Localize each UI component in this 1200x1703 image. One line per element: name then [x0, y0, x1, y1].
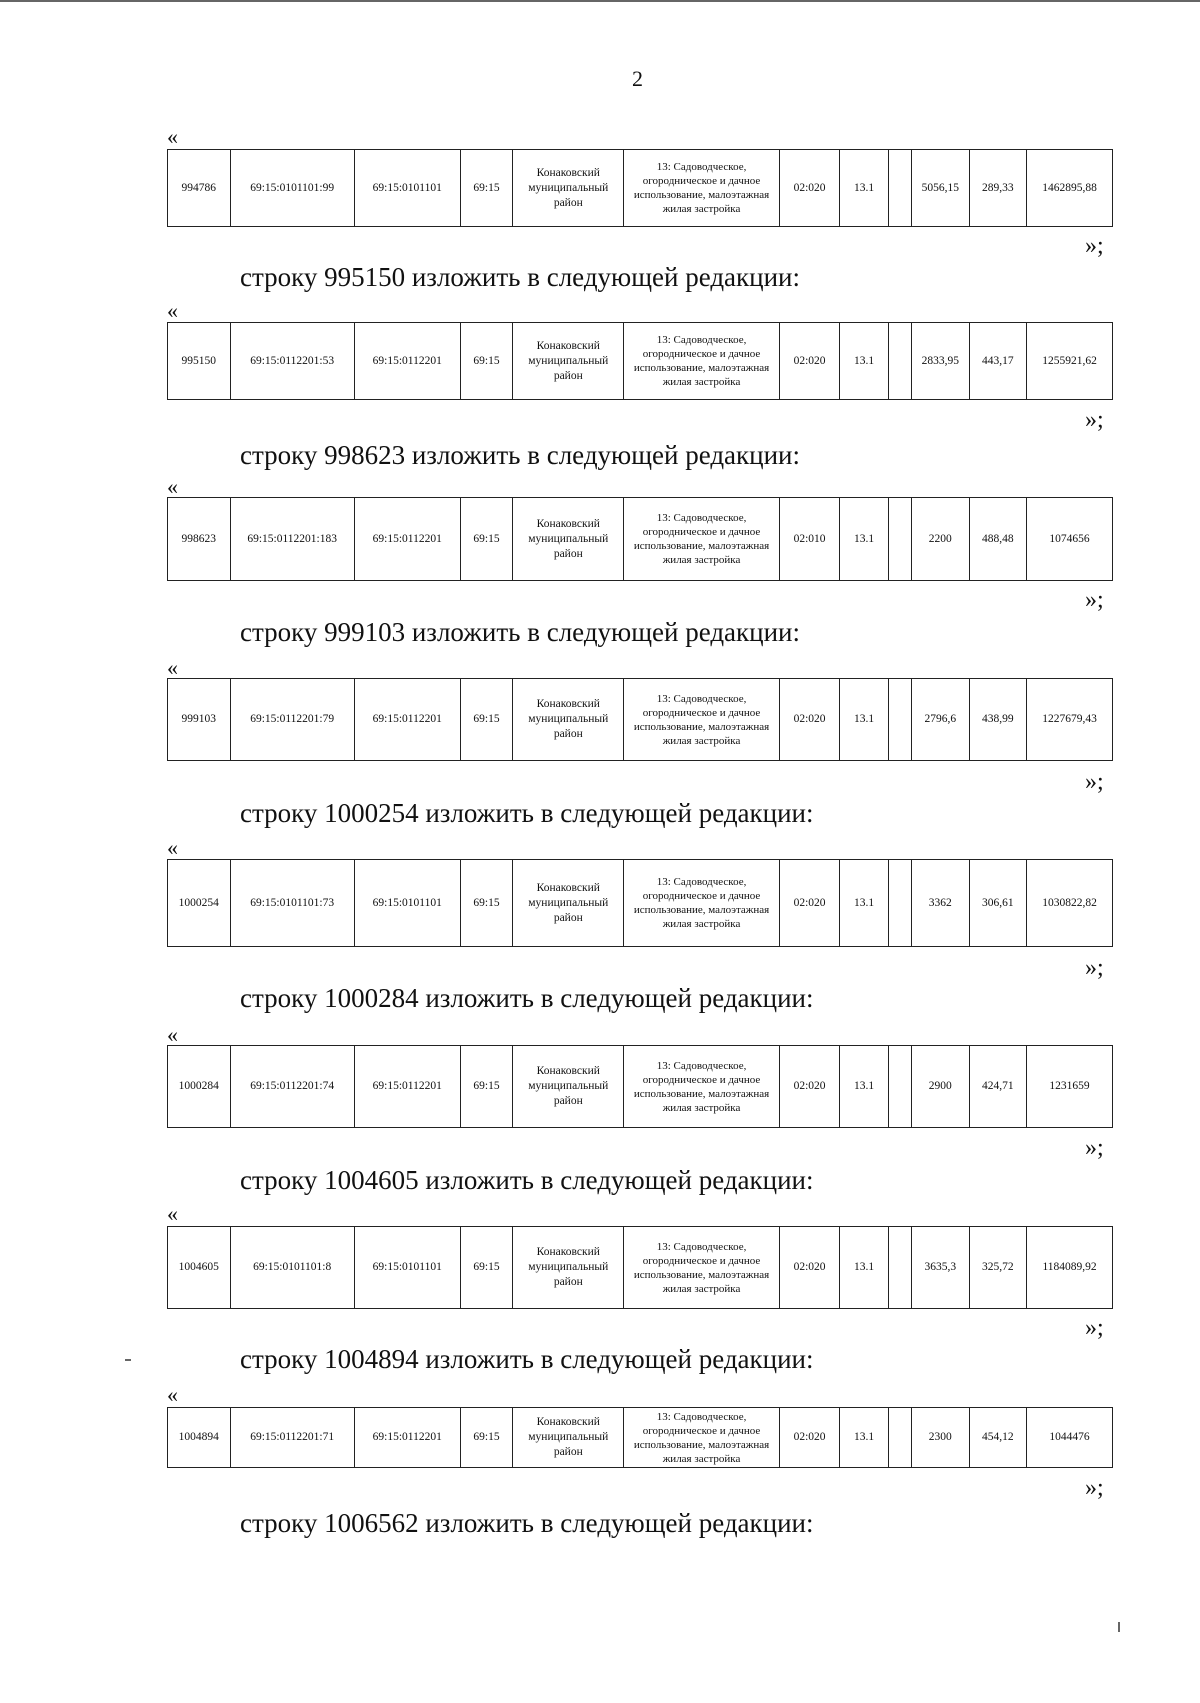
scan-artifact-right-mark: [1118, 1622, 1120, 1632]
table-row: [168, 679, 1113, 761]
specific-value-cell: 488,48: [969, 498, 1027, 581]
cadastral-value-cell: 1074656: [1027, 498, 1113, 581]
cadastral-value-cell: 1231659: [1027, 1046, 1113, 1128]
empty-cell: [888, 860, 911, 947]
row-id-cell: 1004894: [168, 1408, 231, 1468]
row-id-cell: 1000254: [168, 860, 231, 947]
empty-cell: [888, 1227, 911, 1309]
cadastral-quarter-cell: 69:15:0101101: [354, 860, 460, 947]
cadastral-number-cell: 69:15:0112201:183: [230, 498, 354, 581]
area-cell: 5056,15: [912, 150, 970, 227]
cadastral-row-table: [167, 1045, 1113, 1128]
specific-value-cell: 325,72: [969, 1227, 1027, 1309]
specific-value-cell: 438,99: [969, 679, 1027, 761]
area-cell: 3635,3: [912, 1227, 970, 1309]
closing-quote: »;: [1085, 233, 1104, 259]
cadastral-row-table: [167, 678, 1113, 761]
closing-quote: »;: [1085, 955, 1104, 981]
table-row: [168, 323, 1113, 400]
code-cell: 02:020: [779, 860, 840, 947]
final-instruction: строку 1006562 изложить в следующей редакции:: [240, 1508, 814, 1538]
cadastral-number-cell: 69:15:0112201:74: [230, 1046, 354, 1128]
empty-cell: [888, 498, 911, 581]
row-id-cell: 999103: [168, 679, 231, 761]
row-id-cell: 1004605: [168, 1227, 231, 1309]
empty-cell: [888, 1408, 911, 1468]
group-cell: 13.1: [840, 1046, 888, 1128]
area-cell: 2796,6: [912, 679, 970, 761]
district-code-cell: 69:15: [460, 1408, 513, 1468]
group-cell: 13.1: [840, 679, 888, 761]
amendment-instruction: строку 999103 изложить в следующей редакции:: [240, 617, 801, 647]
area-cell: 2200: [912, 498, 970, 581]
group-cell: 13.1: [840, 323, 888, 400]
land-use-cell: 13: Садоводческое, огородническое и дачное использование, малоэтажная жилая застройка: [624, 1046, 779, 1128]
closing-quote: »;: [1085, 407, 1104, 433]
district-code-cell: 69:15: [460, 679, 513, 761]
code-cell: 02:020: [779, 679, 840, 761]
area-cell: 3362: [912, 860, 970, 947]
group-cell: 13.1: [840, 1227, 888, 1309]
cadastral-row-table: [167, 1407, 1113, 1468]
specific-value-cell: 289,33: [969, 150, 1027, 227]
district-code-cell: 69:15: [460, 498, 513, 581]
cadastral-quarter-cell: 69:15:0112201: [354, 323, 460, 400]
district-name-cell: Конаковский муниципальный район: [513, 323, 624, 400]
row-id-cell: 998623: [168, 498, 231, 581]
cadastral-row-table: [167, 859, 1113, 947]
group-cell: 13.1: [840, 498, 888, 581]
empty-cell: [888, 150, 911, 227]
table-row: [168, 498, 1113, 581]
group-cell: 13.1: [840, 150, 888, 227]
code-cell: 02:020: [779, 1408, 840, 1468]
specific-value-cell: 424,71: [969, 1046, 1027, 1128]
cadastral-value-cell: 1227679,43: [1027, 679, 1113, 761]
amendment-instruction: строку 1000254 изложить в следующей редакции:: [240, 798, 814, 828]
cadastral-row-table: [167, 322, 1113, 400]
cadastral-value-cell: 1030822,82: [1027, 860, 1113, 947]
area-cell: 2900: [912, 1046, 970, 1128]
district-code-cell: 69:15: [460, 323, 513, 400]
district-code-cell: 69:15: [460, 860, 513, 947]
district-code-cell: 69:15: [460, 1046, 513, 1128]
opening-quote: «: [167, 1382, 178, 1407]
amendment-instruction: строку 1004894 изложить в следующей редакции:: [240, 1344, 814, 1374]
code-cell: 02:020: [779, 323, 840, 400]
cadastral-quarter-cell: 69:15:0101101: [354, 1227, 460, 1309]
group-cell: 13.1: [840, 860, 888, 947]
row-id-cell: 995150: [168, 323, 231, 400]
table-row: [168, 1408, 1113, 1468]
closing-quote: »;: [1085, 1315, 1104, 1341]
amendment-instruction: строку 998623 изложить в следующей редакции:: [240, 440, 801, 470]
table-row: [168, 1227, 1113, 1309]
cadastral-number-cell: 69:15:0101101:99: [230, 150, 354, 227]
table-row: [168, 1046, 1113, 1128]
district-code-cell: 69:15: [460, 150, 513, 227]
table-row: [168, 150, 1113, 227]
district-name-cell: Конаковский муниципальный район: [513, 498, 624, 581]
opening-quote: «: [167, 124, 178, 149]
scan-artifact-top-line: [0, 0, 1200, 2]
land-use-cell: 13: Садоводческое, огородническое и дачное использование, малоэтажная жилая застройка: [624, 860, 779, 947]
cadastral-value-cell: 1184089,92: [1027, 1227, 1113, 1309]
scan-artifact-left-mark: [125, 1359, 131, 1361]
empty-cell: [888, 323, 911, 400]
land-use-cell: 13: Садоводческое, огородническое и дачное использование, малоэтажная жилая застройка: [624, 498, 779, 581]
land-use-cell: 13: Садоводческое, огородническое и дачное использование, малоэтажная жилая застройка: [624, 150, 779, 227]
empty-cell: [888, 1046, 911, 1128]
code-cell: 02:020: [779, 150, 840, 227]
district-name-cell: Конаковский муниципальный район: [513, 679, 624, 761]
row-id-cell: 994786: [168, 150, 231, 227]
cadastral-value-cell: 1044476: [1027, 1408, 1113, 1468]
group-cell: 13.1: [840, 1408, 888, 1468]
row-id-cell: 1000284: [168, 1046, 231, 1128]
district-name-cell: Конаковский муниципальный район: [513, 1227, 624, 1309]
opening-quote: «: [167, 835, 178, 860]
code-cell: 02:020: [779, 1046, 840, 1128]
land-use-cell: 13: Садоводческое, огородническое и дачное использование, малоэтажная жилая застройка: [624, 679, 779, 761]
specific-value-cell: 306,61: [969, 860, 1027, 947]
cadastral-quarter-cell: 69:15:0112201: [354, 1408, 460, 1468]
opening-quote: «: [167, 474, 178, 499]
district-code-cell: 69:15: [460, 1227, 513, 1309]
opening-quote: «: [167, 655, 178, 680]
land-use-cell: 13: Садоводческое, огородническое и дачное использование, малоэтажная жилая застройка: [624, 323, 779, 400]
cadastral-value-cell: 1255921,62: [1027, 323, 1113, 400]
opening-quote: «: [167, 1201, 178, 1226]
amendment-instruction: строку 995150 изложить в следующей редакции:: [240, 262, 801, 292]
amendment-instruction: строку 1000284 изложить в следующей редакции:: [240, 983, 814, 1013]
amendment-instruction: строку 1004605 изложить в следующей редакции:: [240, 1165, 814, 1195]
opening-quote: «: [167, 298, 178, 323]
specific-value-cell: 443,17: [969, 323, 1027, 400]
cadastral-number-cell: 69:15:0112201:79: [230, 679, 354, 761]
closing-quote: »;: [1085, 769, 1104, 795]
closing-quote: »;: [1085, 1135, 1104, 1161]
closing-quote: »;: [1085, 587, 1104, 613]
land-use-cell: 13: Садоводческое, огородническое и дачное использование, малоэтажная жилая застройка: [624, 1227, 779, 1309]
area-cell: 2833,95: [912, 323, 970, 400]
code-cell: 02:020: [779, 1227, 840, 1309]
cadastral-row-table: [167, 1226, 1113, 1309]
cadastral-row-table: [167, 149, 1113, 227]
cadastral-number-cell: 69:15:0101101:73: [230, 860, 354, 947]
area-cell: 2300: [912, 1408, 970, 1468]
land-use-cell: 13: Садоводческое, огородническое и дачное использование, малоэтажная жилая застройка: [624, 1408, 779, 1468]
cadastral-value-cell: 1462895,88: [1027, 150, 1113, 227]
page-number: 2: [632, 66, 643, 91]
cadastral-number-cell: 69:15:0112201:71: [230, 1408, 354, 1468]
cadastral-row-table: [167, 497, 1113, 581]
district-name-cell: Конаковский муниципальный район: [513, 1408, 624, 1468]
cadastral-quarter-cell: 69:15:0112201: [354, 1046, 460, 1128]
code-cell: 02:010: [779, 498, 840, 581]
opening-quote: «: [167, 1022, 178, 1047]
cadastral-quarter-cell: 69:15:0112201: [354, 679, 460, 761]
district-name-cell: Конаковский муниципальный район: [513, 1046, 624, 1128]
district-name-cell: Конаковский муниципальный район: [513, 150, 624, 227]
cadastral-quarter-cell: 69:15:0101101: [354, 150, 460, 227]
cadastral-number-cell: 69:15:0101101:8: [230, 1227, 354, 1309]
closing-quote: »;: [1085, 1475, 1104, 1501]
district-name-cell: Конаковский муниципальный район: [513, 860, 624, 947]
cadastral-quarter-cell: 69:15:0112201: [354, 498, 460, 581]
table-row: [168, 860, 1113, 947]
cadastral-number-cell: 69:15:0112201:53: [230, 323, 354, 400]
empty-cell: [888, 679, 911, 761]
specific-value-cell: 454,12: [969, 1408, 1027, 1468]
